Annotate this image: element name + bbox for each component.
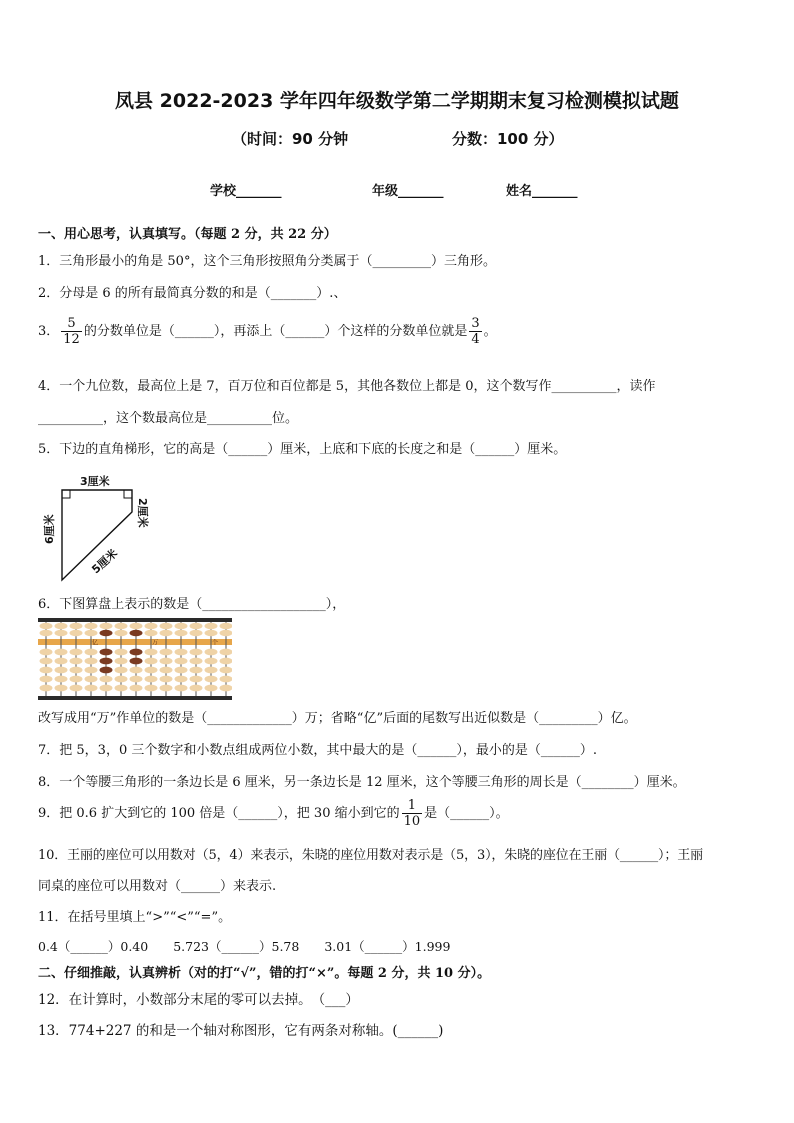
- abacus-bead: [220, 630, 233, 636]
- abacus-beam: [38, 639, 232, 645]
- fraction-denominator: 4: [471, 332, 480, 347]
- abacus-bead: [115, 623, 128, 629]
- abacus-bead: [40, 623, 53, 629]
- abacus-bead: [70, 649, 83, 656]
- q9-prefix: 9．把 0.6 扩大到它的 100 倍是（______），把 30 缩小到它的: [38, 806, 400, 821]
- abacus-bead: [175, 667, 188, 674]
- label-right-side: 2厘米: [136, 498, 149, 528]
- question-11-items: 0.4（______）0.40 5.723（______）5.78 3.01（______）1.999: [38, 939, 451, 954]
- abacus-bead: [160, 676, 173, 683]
- abacus-bead: [205, 685, 218, 692]
- abacus-bead: [205, 630, 218, 636]
- fraction-1-10: [402, 798, 423, 829]
- abacus-bead: [145, 623, 158, 629]
- q3-prefix: 3．: [38, 324, 60, 339]
- abacus-bead: [70, 623, 83, 629]
- abacus-bead: [40, 676, 53, 683]
- section-1-heading: 一、用心思考，认真填写。（每题 2 分，共 22 分）: [38, 227, 337, 242]
- abacus-bead: [85, 667, 98, 674]
- abacus-bead: [115, 630, 128, 636]
- abacus-bead: [130, 667, 143, 674]
- question-7: 7．把 5，3，0 三个数字和小数点组成两位小数，其中最大的是（______），最小的是（______）.: [38, 743, 597, 758]
- abacus-bead: [175, 623, 188, 629]
- abacus-bead: [70, 667, 83, 674]
- question-3: [38, 316, 497, 347]
- abacus-bead: [220, 676, 233, 683]
- abacus-bead: [100, 667, 113, 674]
- q3-middle: 的分数单位是（______），再添上（______）个这样的分数单位就是: [83, 324, 468, 339]
- question-2: 2．分母是 6 的所有最简真分数的和是（_______）.、: [38, 286, 347, 301]
- question-10-line-1: 10．王丽的座位可以用数对（5，4）来表示，朱晓的座位用数对表示是（5，3），朱晓的座位在王丽（______）；王丽: [38, 848, 703, 863]
- fraction-5-12: [61, 316, 82, 347]
- label-top-base: 3厘米: [80, 475, 110, 488]
- abacus-bead: [100, 658, 113, 665]
- abacus-bead: [145, 685, 158, 692]
- abacus-bead: [130, 658, 143, 665]
- abacus-bead: [55, 649, 68, 656]
- abacus-bead: [115, 676, 128, 683]
- abacus-bead: [190, 667, 203, 674]
- abacus-bead: [100, 676, 113, 683]
- abacus-bead: [175, 649, 188, 656]
- fraction-3-4: [469, 316, 481, 347]
- abacus-bead: [145, 649, 158, 656]
- abacus-bead: [85, 623, 98, 629]
- question-12: 12．在计算时，小数部分末尾的零可以去掉。 （___）: [38, 992, 359, 1008]
- question-5: 5．下边的直角梯形，它的高是（______）厘米，上底和下底的长度之和是（______）厘米。: [38, 442, 567, 457]
- abacus-bead: [145, 658, 158, 665]
- fraction-denominator: 10: [403, 814, 421, 829]
- abacus-bead: [220, 658, 233, 665]
- abacus-bead: [85, 649, 98, 656]
- abacus-bead: [175, 676, 188, 683]
- beam-label-ge: 个: [212, 639, 219, 647]
- abacus-bead: [55, 685, 68, 692]
- abacus-bead: [115, 667, 128, 674]
- abacus-bead: [145, 667, 158, 674]
- name-field[interactable]: 姓名_______: [506, 184, 578, 199]
- question-10-line-2: 同桌的座位可以用数对（______）来表示.: [38, 879, 277, 894]
- question-6: 6．下图算盘上表示的数是（___________________），: [38, 597, 346, 612]
- fraction-numerator: 1: [407, 798, 417, 813]
- abacus-bead: [70, 676, 83, 683]
- abacus-bead: [70, 630, 83, 636]
- abacus-bead: [40, 630, 53, 636]
- abacus-bead: [130, 676, 143, 683]
- abacus-bead: [70, 658, 83, 665]
- abacus-bead: [40, 667, 53, 674]
- abacus-bead: [100, 623, 113, 629]
- abacus-bead: [160, 667, 173, 674]
- right-trapezoid-figure: [36, 470, 156, 582]
- abacus-bead: [175, 630, 188, 636]
- school-field[interactable]: 学校_______: [210, 184, 282, 199]
- abacus-bead: [190, 676, 203, 683]
- fraction-numerator: 3: [471, 316, 480, 331]
- abacus-bead: [100, 649, 113, 656]
- exam-score: 分数：100 分）: [452, 130, 564, 148]
- abacus-bead: [55, 676, 68, 683]
- abacus-top-frame: [38, 618, 232, 622]
- abacus-bead: [145, 676, 158, 683]
- abacus-bead: [190, 649, 203, 656]
- abacus-bead: [160, 649, 173, 656]
- abacus-bead: [55, 667, 68, 674]
- abacus-bottom-frame: [38, 696, 232, 700]
- fraction-denominator: 12: [63, 332, 80, 347]
- section-2-heading: 二、仔细推敲，认真辨析（对的打“√”，错的打“×”。每题 2 分，共 10 分）。: [38, 966, 491, 981]
- q9-suffix: 是（______）。: [424, 806, 509, 821]
- abacus-bead: [130, 649, 143, 656]
- abacus-bead: [55, 658, 68, 665]
- abacus-bead: [160, 623, 173, 629]
- abacus-bead: [100, 685, 113, 692]
- abacus-bead: [130, 623, 143, 629]
- abacus-bead: [160, 630, 173, 636]
- abacus-bead: [130, 630, 143, 636]
- question-13: 13．774+227 的和是一个轴对称图形，它有两条对称轴。(______): [38, 1023, 444, 1039]
- question-1: 1．三角形最小的角是 50°，这个三角形按照角分类属于（_________）三角形。: [38, 254, 496, 269]
- abacus-bead: [85, 676, 98, 683]
- abacus-bead: [160, 685, 173, 692]
- abacus-bead: [70, 685, 83, 692]
- abacus-bead: [205, 623, 218, 629]
- abacus-bead: [190, 658, 203, 665]
- abacus-bead: [40, 685, 53, 692]
- abacus-bead: [220, 685, 233, 692]
- abacus-bead: [85, 685, 98, 692]
- q3-suffix: 。: [483, 324, 497, 339]
- abacus-bead: [145, 630, 158, 636]
- abacus-bead: [205, 676, 218, 683]
- label-slant-side: 5厘米: [89, 546, 121, 577]
- fraction-numerator: 5: [67, 316, 76, 331]
- right-angle-mark-top-left: [62, 490, 70, 498]
- question-4-line-2: __________，这个数最高位是__________位。: [38, 411, 299, 426]
- right-angle-mark-top-right: [124, 490, 132, 498]
- abacus-bead: [115, 658, 128, 665]
- abacus-bead: [175, 658, 188, 665]
- label-left-height: 6厘米: [43, 514, 56, 544]
- page-title: 凤县 2022-2023 学年四年级数学第二学期期末复习检测模拟试题: [115, 90, 679, 112]
- abacus-bead: [205, 658, 218, 665]
- abacus-bead: [205, 649, 218, 656]
- abacus-bead: [190, 623, 203, 629]
- abacus-bead: [85, 630, 98, 636]
- question-11: 11．在括号里填上“>”“<”“=”。: [38, 910, 232, 925]
- abacus-bead: [115, 685, 128, 692]
- abacus-bead: [55, 623, 68, 629]
- grade-field[interactable]: 年级_______: [372, 184, 444, 199]
- abacus-bead: [40, 649, 53, 656]
- beam-label-wan: 万: [152, 639, 159, 647]
- abacus-bead: [160, 658, 173, 665]
- exam-time: （时间：90 分钟: [232, 130, 349, 148]
- abacus-bead: [220, 623, 233, 629]
- abacus-bead: [205, 667, 218, 674]
- abacus-bead: [115, 649, 128, 656]
- abacus-bead: [190, 630, 203, 636]
- abacus-bead: [55, 630, 68, 636]
- abacus-bead: [85, 658, 98, 665]
- abacus-bead: [220, 649, 233, 656]
- abacus-bead: [40, 658, 53, 665]
- abacus-bead: [130, 685, 143, 692]
- abacus-bead: [220, 667, 233, 674]
- abacus-figure: [38, 616, 232, 702]
- abacus-bead: [190, 685, 203, 692]
- question-4-line-1: 4．一个九位数，最高位上是 7，百万位和百位都是 5，其他各数位上都是 0，这个数写作__________，读作: [38, 379, 656, 394]
- question-8: 8．一个等腰三角形的一条边长是 6 厘米，另一条边长是 12 厘米，这个等腰三角形的周长是（________）厘米。: [38, 775, 686, 790]
- beam-label-yi: 亿: [92, 639, 99, 647]
- abacus-bead: [100, 630, 113, 636]
- question-9: [38, 798, 509, 829]
- question-6-line-2: 改写成用“万”作单位的数是（_____________）万；省略“亿”后面的尾数写出近似数是（_________）亿。: [38, 711, 637, 726]
- abacus-bead: [175, 685, 188, 692]
